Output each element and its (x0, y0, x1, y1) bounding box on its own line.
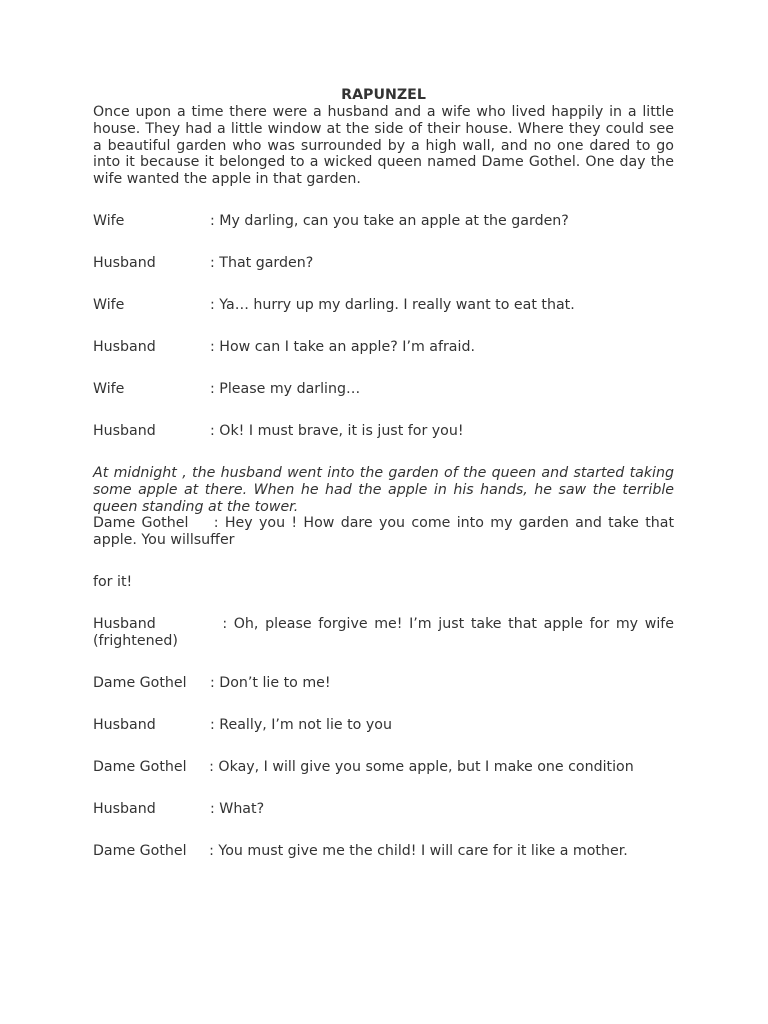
document-page (93, 87, 674, 860)
spacer (93, 314, 674, 339)
speech-text: : That garden? (210, 255, 314, 272)
dialogue-line (93, 616, 674, 650)
speaker-name: Dame Gothel (93, 515, 189, 532)
spacer (93, 549, 674, 574)
spacer (93, 776, 674, 801)
speech-text: : Ya… hurry up my darling. I really want to eat that. (210, 297, 575, 314)
speaker-name: Husband (93, 255, 156, 272)
spacer (93, 440, 674, 465)
speaker-name: Dame Gothel (93, 675, 187, 692)
speaker-name: Husband (93, 616, 156, 633)
spacer (93, 356, 674, 381)
speaker-name: Husband (93, 423, 156, 440)
speaker-name: Wife (93, 213, 125, 230)
speech-text: : Don’t lie to me! (210, 675, 331, 692)
dialogue-line (93, 515, 674, 549)
speaker-name: Husband (93, 717, 156, 733)
dialogue-line (93, 339, 674, 356)
speech-text: : Ok! I must brave, it is just for you! (210, 423, 464, 440)
speaker-name: Husband (93, 339, 156, 356)
speech-text: : What? (210, 800, 265, 817)
speaker-name: Dame Gothel (93, 842, 187, 859)
narration-paragraph: At midnight , the husband went into the garden of the queen and started taking some apple at there. When he had the apple in his hands, he saw the terrible queen standing at the tower. (93, 465, 674, 515)
spacer (93, 188, 674, 213)
spacer (93, 650, 674, 675)
dialogue-line (93, 297, 674, 314)
spacer (93, 591, 674, 616)
speech-text: : You must give me the child! I will care for it like a mother. (209, 842, 628, 859)
speaker-name: Husband (93, 800, 156, 817)
speech-text: : How can I take an apple? I’m afraid. (210, 339, 475, 356)
dialogue-line (93, 255, 674, 272)
spacer (93, 818, 674, 843)
dialogue-continuation: for it! (93, 574, 133, 591)
speech-text: : Really, I’m not lie to you (210, 717, 392, 733)
dialogue-line (93, 843, 674, 860)
dialogue-line (93, 759, 674, 776)
speech-text: : Please my darling… (210, 381, 361, 398)
dialogue-line (93, 213, 674, 230)
dialogue-line (93, 717, 674, 734)
speaker-name: Wife (93, 297, 125, 314)
speech-text: : My darling, can you take an apple at the garden? (210, 213, 569, 230)
spacer (93, 272, 674, 297)
speech-text: : Hey you ! How dare you come into my garden and take that apple. You willsuffer (93, 515, 675, 549)
dialogue-line (93, 801, 674, 818)
spacer (93, 734, 674, 759)
dialogue-line (93, 675, 674, 692)
speech-text: : Okay, I will give you some apple, but I make one condition (209, 758, 634, 775)
intro-paragraph: Once upon a time there were a husband and a wife who lived happily in a little house. They had a little window at the side of their house. Where they could see a beautiful garden who was surrounded by a high wall, and no one dared to go into it because it belonged to a wicked queen named Dame Gothel. One day the wife wanted the apple in that garden. (93, 104, 674, 188)
spacer (93, 692, 674, 717)
dialogue-line (93, 381, 674, 398)
dialogue-line (93, 423, 674, 440)
document-title: RAPUNZEL (341, 87, 426, 103)
spacer (93, 398, 674, 423)
speaker-name: Wife (93, 381, 125, 398)
speech-text: : Oh, please forgive me! I’m just take that apple for my wife (frightened) (93, 616, 674, 650)
spacer (93, 230, 674, 255)
speaker-name: Dame Gothel (93, 758, 187, 775)
